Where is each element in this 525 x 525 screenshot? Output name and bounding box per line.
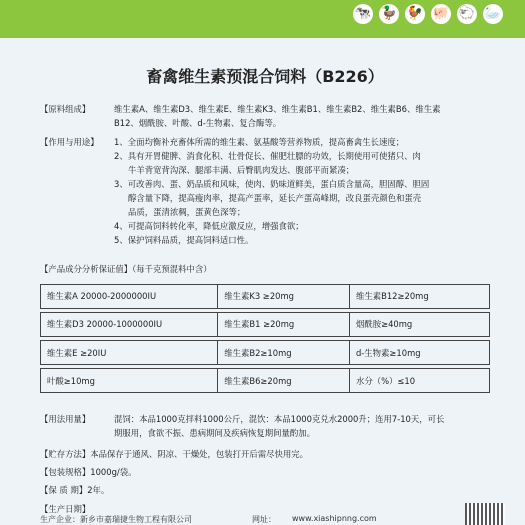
table-cell: 维生素B2≥10mg: [218, 341, 350, 365]
dosage-line: 混饲：本品1000克拌料1000公斤，混饮：本品1000克兑水2000升；连用7-10天，可长: [114, 414, 445, 424]
table-row: [41, 341, 490, 365]
analysis-label: 【产品成分分析保证值】（每千克预混料中含）: [40, 264, 212, 274]
shelf-life-label: 【保 质 期】: [40, 485, 88, 495]
dosage-label: 【用法用量】: [40, 414, 91, 424]
table-row: [41, 285, 490, 309]
usage-text: [114, 135, 502, 247]
usage-line: 1、全面均衡补充畜体所需的维生素、氨基酸等营养物质，提高畜禽生长速度；: [114, 137, 405, 147]
table-cell: 烟酰胺≥40mg: [349, 313, 489, 337]
sheep-icon: 🐑: [457, 4, 477, 24]
dosage-line: 期服用，食欲不振、患病期间及疾病恢复期间量酌加。: [114, 428, 315, 438]
usage-line: 5、保护饲料品质，提高饲料适口性。: [114, 235, 254, 245]
composition-table: [40, 284, 490, 393]
usage-section: [40, 135, 506, 245]
pig-icon: 🐖: [431, 4, 451, 24]
document-title: 畜禽维生素预混合饲料（B226）: [146, 67, 384, 86]
website-url[interactable]: www.xiashipnng.com: [292, 514, 377, 523]
table-cell: 维生素B12≥20mg: [349, 285, 489, 309]
storage-section: [40, 447, 506, 461]
composition-section: [40, 102, 506, 128]
usage-line: 2、具有开胃健脾、消食化积、壮骨促长、催肥壮膘的功效，长期使用可使猪只、肉: [114, 151, 421, 161]
table-cell: 维生素B1 ≥20mg: [218, 313, 350, 337]
goose-icon: 🐓: [405, 4, 425, 24]
usage-line: 品质，蛋清浓稠，蛋黄色深等；: [128, 207, 246, 217]
spec-label: 【包装规格】: [40, 467, 91, 477]
top-banner: [0, 0, 525, 38]
production-date-label: 【生产日期】: [40, 504, 91, 514]
analysis-section: [40, 262, 212, 276]
table-cell: d-生物素≥10mg: [349, 341, 489, 365]
website-label: 网址：: [252, 515, 276, 524]
usage-label: 【作用与用途】: [40, 137, 99, 147]
composition-text: [114, 102, 502, 130]
table-cell: 维生素D3 20000-1000000IU: [41, 313, 218, 337]
dosage-section: [40, 412, 506, 438]
footer: [0, 510, 525, 525]
composition-line: 维生素A、维生素D3、维生素E、维生素K3、维生素B1、维生素B2、维生素B6、维生素: [114, 104, 441, 114]
table-cell: 维生素A 20000-2000000IU: [41, 285, 218, 309]
usage-line: 牛羊背宽背沟深、腿部丰满、后臀肌肉发达、腹部平而紧凑；: [128, 165, 355, 175]
shelf-life-section: [40, 483, 109, 497]
cow-icon: 🐄: [353, 4, 373, 24]
storage-label: 【贮存方法】: [40, 449, 91, 459]
usage-line: 3、可改善肉、蛋、奶品质和风味，使肉、奶味道鲜美，蛋白质含量高，胆固醇、胆固: [114, 179, 430, 189]
composition-label: 【原料组成】: [40, 104, 91, 114]
company-name: 生产企业：新乡市嘉瑞捷生物工程有限公司: [40, 515, 192, 524]
animal-icons: [353, 4, 503, 24]
table-cell: 叶酸≥10mg: [41, 369, 218, 393]
dosage-text: [114, 412, 502, 440]
table-cell: 维生素K3 ≥20mg: [218, 285, 350, 309]
composition-line: B12、烟酰胺、叶酸、d-生物素、复合酶等。: [114, 118, 282, 128]
table-cell: 维生素E ≥20IU: [41, 341, 218, 365]
spec-text: 1000g/袋。: [90, 467, 137, 477]
table-row: [41, 369, 490, 393]
usage-line: 醇含量下降，提高瘦肉率，提高产蛋率，延长产蛋高峰期，改良蛋壳颜色和蛋壳: [128, 193, 422, 203]
storage-text: 本品保存于通风、阴凉、干燥处，包装打开后需尽快用完。: [90, 449, 308, 459]
shelf-life-text: 2年。: [87, 485, 110, 495]
spec-section: [40, 465, 136, 479]
swan-icon: 🦢: [483, 4, 503, 24]
document-sheet: [22, 56, 508, 518]
qr-code-icon: [465, 503, 505, 525]
table-cell: 维生素B6≥20mg: [218, 369, 350, 393]
table-row: [41, 313, 490, 337]
usage-line: 4、可提高饲料转化率，降低应激反应，增强食欲；: [114, 221, 304, 231]
duck-icon: 🦆: [379, 4, 399, 24]
table-cell: 水分（%）≤10: [349, 369, 489, 393]
